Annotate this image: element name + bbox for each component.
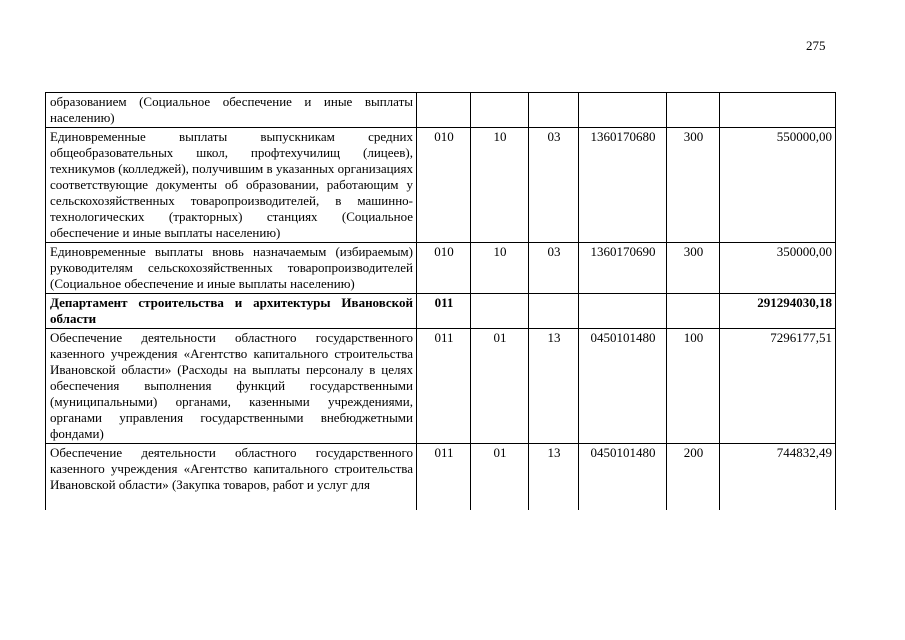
ministry-code: 011 [417,294,471,329]
expense-type-code: 100 [667,329,720,444]
budget-table [45,92,836,510]
section-code [471,93,529,128]
row-name: Обеспечение деятельности областного государственного казенного учреждения «Агентство капитального строительства Ивановской области» (Закупка товаров, работ и услуг для [50,445,413,492]
target-code: 0450101480 [579,329,667,444]
amount: 744832,49 [720,444,836,511]
target-code: 1360170680 [579,128,667,243]
target-code: 1360170690 [579,243,667,294]
table-row [46,444,836,511]
table-row [46,329,836,444]
row-name: образованием (Социальное обеспечение и иные выплаты населению) [46,93,417,128]
expense-type-code [667,294,720,329]
amount [720,93,836,128]
subsection-code: 03 [529,128,579,243]
table-row-department [46,294,836,329]
target-code [579,294,667,329]
expense-type-code: 300 [667,128,720,243]
page-number: 275 [806,38,826,53]
department-total: 291294030,18 [720,294,836,329]
row-name: Обеспечение деятельности областного государственного казенного учреждения «Агентство капитального строительства Ивановской области» (Расходы на выплаты персоналу в целях обеспечения выполнения функций государственными (муниципальными) органами, казенными учреждениями, органами управления государственными внебюджетными фондами) [46,329,417,444]
amount: 550000,00 [720,128,836,243]
subsection-code: 13 [529,444,579,511]
section-code: 10 [471,128,529,243]
amount: 7296177,51 [720,329,836,444]
department-name: Департамент строительства и архитектуры Ивановской области [46,294,417,329]
target-code [579,93,667,128]
ministry-code: 011 [417,329,471,444]
section-code: 01 [471,444,529,511]
target-code: 0450101480 [579,444,667,511]
expense-type-code: 200 [667,444,720,511]
subsection-code [529,294,579,329]
row-name-cell [46,444,417,511]
ministry-code: 010 [417,243,471,294]
ministry-code: 011 [417,444,471,511]
ministry-code: 010 [417,128,471,243]
amount: 350000,00 [720,243,836,294]
table-row [46,243,836,294]
section-code: 01 [471,329,529,444]
row-name: Единовременные выплаты вновь назначаемым (избираемым) руководителям сельскохозяйственных товаропроизводителей (Социальное обеспечение и иные выплаты населению) [46,243,417,294]
subsection-code: 03 [529,243,579,294]
table-row [46,128,836,243]
expense-type-code: 300 [667,243,720,294]
subsection-code: 13 [529,329,579,444]
section-code [471,294,529,329]
ministry-code [417,93,471,128]
subsection-code [529,93,579,128]
section-code: 10 [471,243,529,294]
row-name: Единовременные выплаты выпускникам средних общеобразовательных школ, профтехучилищ (лицеев), техникумов (колледжей), получившим в указанных организациях соответствующие документы об образовании, работающим у сельскохозяйственных товаропроизводителей, в машинно-технологических (тракторных) станциях (Социальное обеспечение и иные выплаты населению) [46,128,417,243]
table-row [46,93,836,128]
expense-type-code [667,93,720,128]
